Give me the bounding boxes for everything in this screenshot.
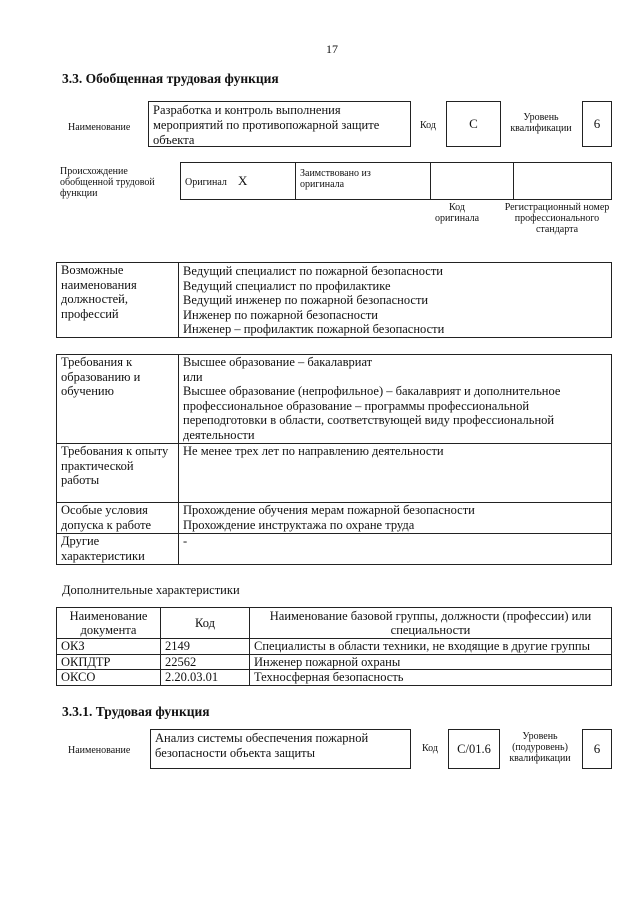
table-cell: 22562	[161, 654, 250, 670]
admission-label: Особые условия допуска к работе	[61, 503, 152, 532]
experience-label: Требования к опыту практической работы	[61, 444, 169, 487]
level-value-box	[582, 101, 612, 147]
other-label: Другие характеристики	[61, 534, 145, 563]
header-cell	[57, 608, 161, 639]
sub-code-value: C/01.6	[457, 742, 491, 756]
name-value: Разработка и контроль выполнения мероприятий по противопожарной защите объекта	[153, 103, 380, 147]
header-cell	[250, 608, 612, 639]
header-doc: Наименование документа	[69, 608, 148, 637]
list-item: Инженер по пожарной безопасности	[183, 307, 378, 322]
admission-cell	[179, 503, 612, 534]
list-item: Ведущий специалист по профилактике	[183, 278, 391, 293]
list-item: Инженер – профилактик пожарной безопасности	[183, 322, 445, 336]
code-original-cell	[431, 163, 514, 200]
other-label-cell	[57, 534, 179, 565]
list-item: Ведущий инженер по пожарной безопасности	[183, 293, 429, 307]
sub-code-label: Код	[422, 743, 438, 754]
positions-table	[56, 262, 612, 338]
code-value: C	[469, 116, 478, 131]
level-value: 6	[593, 116, 601, 131]
table-row	[57, 670, 612, 686]
sub-level-label: Уровень (подуровень) квалификации	[509, 731, 571, 764]
section-title: 3.3. Обобщенная трудовая функция	[62, 71, 279, 86]
education-cell	[179, 355, 612, 444]
table-cell: 2149	[161, 639, 250, 655]
admission-label-cell	[57, 503, 179, 534]
additional-table	[56, 607, 612, 686]
table-row	[57, 654, 612, 670]
sub-code-value-box	[448, 729, 500, 769]
admission-line: Прохождение инструктажа по охране труда	[183, 517, 415, 532]
admission-line: Прохождение обучения мерам пожарной безопасности	[183, 503, 475, 517]
positions-list	[179, 263, 612, 338]
table-cell: Специалисты в области техники, не входящие в другие группы	[250, 639, 612, 655]
other-value: -	[183, 534, 188, 548]
other-cell	[179, 534, 612, 565]
code-value-box	[446, 101, 501, 147]
sub-name-value: Анализ системы обеспечения пожарной безопасности объекта защиты	[155, 731, 369, 760]
reg-number-cell	[514, 163, 612, 200]
borrowed-cell	[296, 163, 431, 200]
experience-cell	[179, 444, 612, 503]
table-cell: Инженер пожарной охраны	[250, 654, 612, 670]
additional-title: Дополнительные характеристики	[62, 583, 240, 597]
positions-label-cell	[57, 263, 179, 338]
table-cell: ОКЗ	[57, 639, 161, 655]
table-cell: Техносферная безопасность	[250, 670, 612, 686]
education-label-cell	[57, 355, 179, 444]
header-code: Код	[195, 615, 215, 630]
experience-value: Не менее трех лет по направлению деятельности	[183, 444, 444, 458]
education-line: Высшее образование (непрофильное) – бакалаврият и дополнительное профессиональное образование – программы профессиональной переподготовки в области, соответствующей виду профессиональной деятельности	[183, 384, 561, 442]
origin-table	[180, 162, 612, 200]
table-cell: ОКПДТР	[57, 654, 161, 670]
sub-level-value-box	[582, 729, 612, 769]
page-number: 17	[326, 42, 338, 56]
table-row	[57, 639, 612, 655]
table-header-row	[57, 608, 612, 639]
sub-name-label: Наименование	[68, 745, 131, 756]
table-cell: 2.20.03.01	[161, 670, 250, 686]
table-cell: ОКСО	[57, 670, 161, 686]
original-mark: X	[238, 172, 248, 188]
education-label: Требования к образованию и обучению	[61, 355, 141, 398]
level-label: Уровень квалификации	[510, 112, 572, 134]
origin-label: Происхождение обобщенной трудовой функции	[60, 166, 155, 199]
header-cell	[161, 608, 250, 639]
name-label: Наименование	[68, 122, 131, 133]
code-original-caption: Код оригинала	[434, 202, 480, 224]
original-cell	[181, 163, 296, 200]
requirements-table	[56, 354, 612, 565]
list-item: Ведущий специалист по пожарной безопасности	[183, 264, 443, 278]
code-label: Код	[420, 120, 436, 131]
positions-label: Возможные наименования должностей, профессий	[61, 263, 137, 321]
education-line: или	[183, 369, 203, 384]
experience-label-cell	[57, 444, 179, 503]
header-name: Наименование базовой группы, должности (профессии) или специальности	[269, 608, 592, 637]
original-label: Оригинал	[185, 176, 227, 188]
education-line: Высшее образование – бакалавриат	[183, 355, 373, 369]
sub-name-value-box	[150, 729, 411, 769]
name-value-box	[148, 101, 411, 147]
reg-number-caption: Регистрационный номер профессионального стандарта	[504, 202, 610, 235]
subsection-title: 3.3.1. Трудовая функция	[62, 704, 210, 719]
sub-level-value: 6	[593, 741, 601, 756]
borrowed-label: Заимствовано из оригинала	[300, 168, 371, 190]
